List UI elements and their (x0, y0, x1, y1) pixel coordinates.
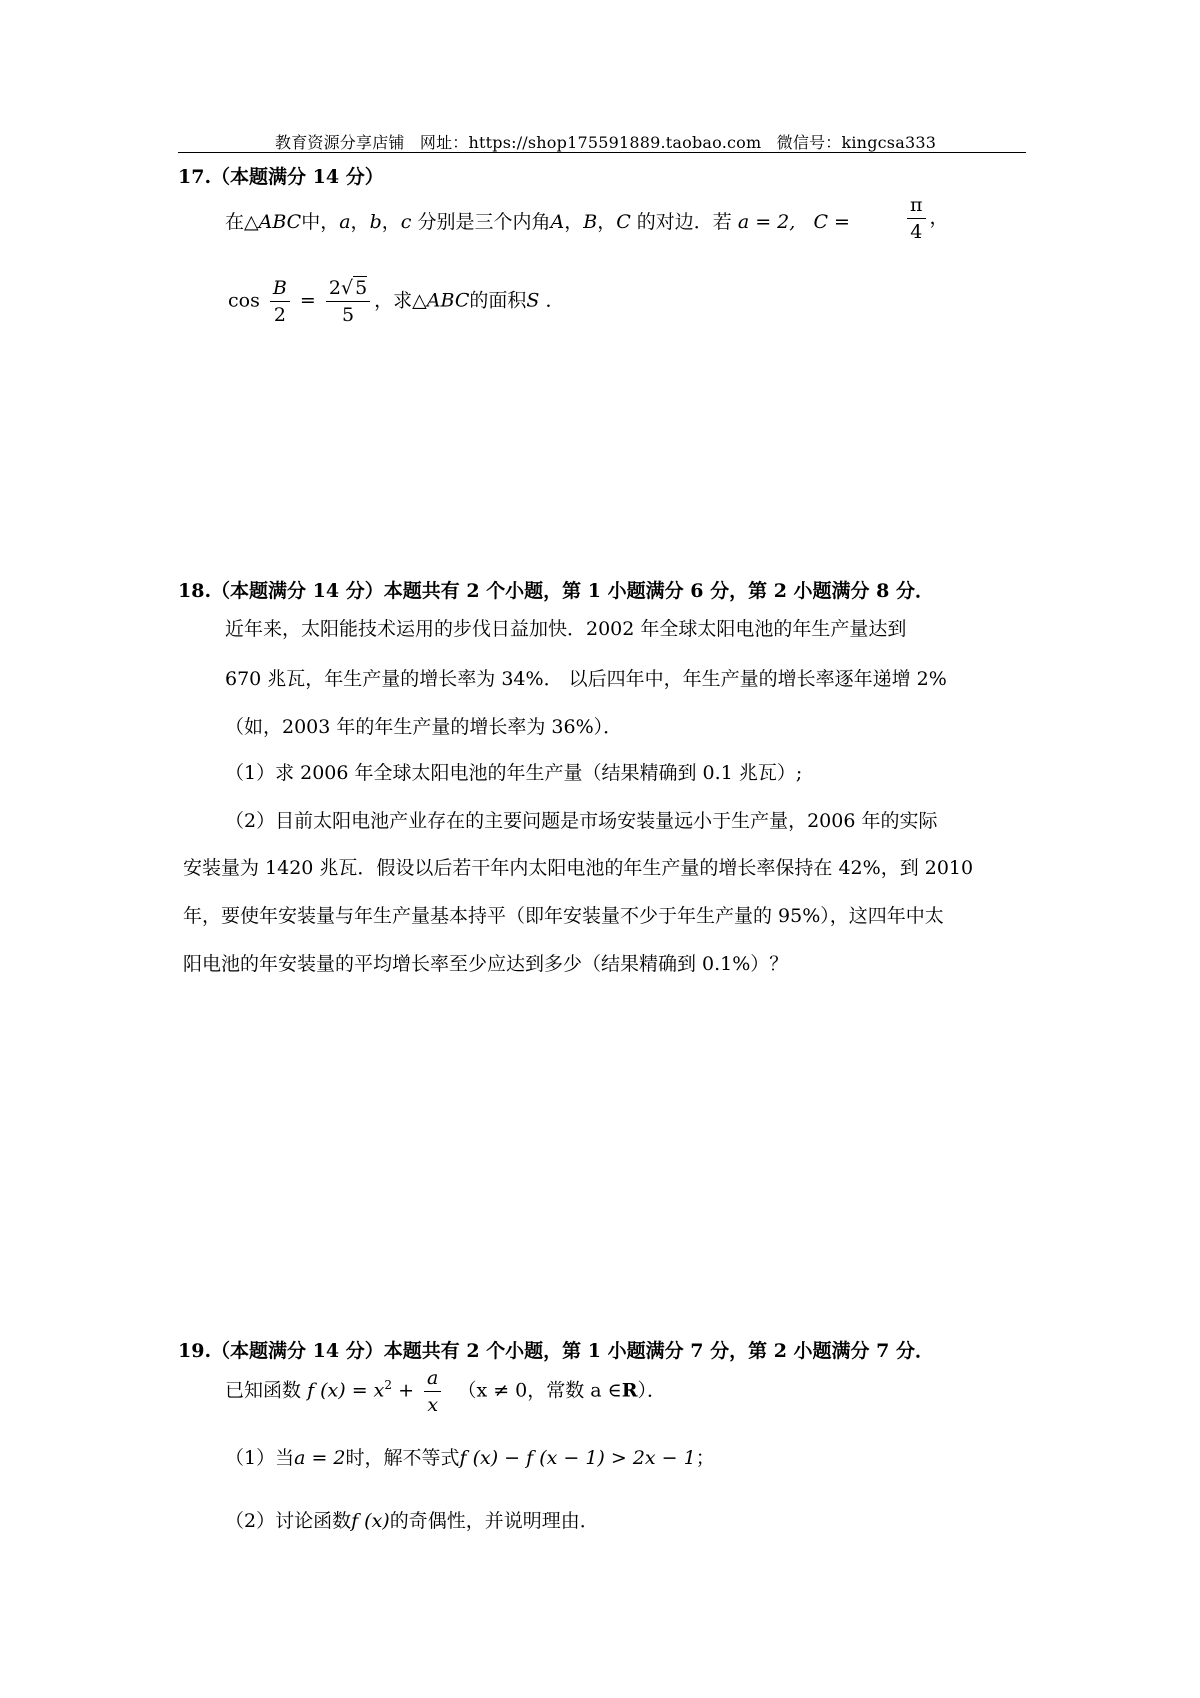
q19-function-def: 已知函数 f $(x) = x^2$ + $\frac{a}{x}$ （x ≠ 0，常数 a ∈R）． (225, 1367, 667, 1416)
q18-part2: （2）目前太阳电池产业存在的主要问题是市场安装量远小于生产量，2006 年的实际 (225, 810, 938, 832)
q18-part2-line4: 阳电池的年安装量的平均增长率至少应达到多少（结果精确到 0.1%）？ (183, 953, 789, 975)
q17-c-fraction: $\frac{\pi}{4}$ ， (903, 192, 949, 245)
q17-line2: cos $\frac{B}{2}$ = $\frac{2√ 5}{5}$ ，求△ABC的面积S ． (228, 277, 565, 326)
header-divider (178, 152, 1026, 153)
q18-part2-line3: 年，要使年安装量与年生产量基本持平（即年安装量不少于年生产量的 95%），这四年中太 (183, 905, 944, 927)
page-header (275, 130, 946, 153)
q18-part2-line2: 安装量为 1420 兆瓦．假设以后若干年内太阳电池的年生产量的增长率保持在 42%，到 2010 (183, 857, 974, 879)
q19-part2: （2）讨论函数f (x)的奇偶性，并说明理由． (225, 1510, 599, 1532)
q18-part1: （1）求 2006 年全球太阳电池的年生产量（结果精确到 0.1 兆瓦）; (225, 762, 803, 784)
q18-line3: （如，2003 年的年生产量的增长率为 36%）． (225, 716, 623, 738)
q18-line1: 近年来，太阳能技术运用的步伐日益加快．2002 年全球太阳电池的年生产量达到 (225, 618, 907, 640)
header-shop: 教育资源分享店铺 (275, 133, 405, 152)
q17-line1: 在△ABC中，a，b，c 分别是三个内角A，B，C 的对边．若 a = 2, C = (225, 211, 850, 233)
q17-heading: 17.（本题满分 14 分） (178, 166, 384, 188)
header-wechat: 微信号：kingcsa333 (776, 133, 937, 152)
q19-part1: （1）当a = 2时，解不等式f (x) − f (x − 1) > 2x − 1； (225, 1447, 715, 1469)
header-site: 网址：https://shop175591889.taobao.com (419, 133, 762, 152)
q18-heading: 18.（本题满分 14 分）本题共有 2 个小题，第 1 小题满分 6 分，第 2 小题满分 8 分． (178, 580, 934, 602)
q18-line2: 670 兆瓦，年生产量的增长率为 34%． 以后四年中，年生产量的增长率逐年递增 2% (225, 668, 947, 690)
q19-heading: 19.（本题满分 14 分）本题共有 2 个小题，第 1 小题满分 7 分，第 2 小题满分 7 分． (178, 1340, 934, 1362)
